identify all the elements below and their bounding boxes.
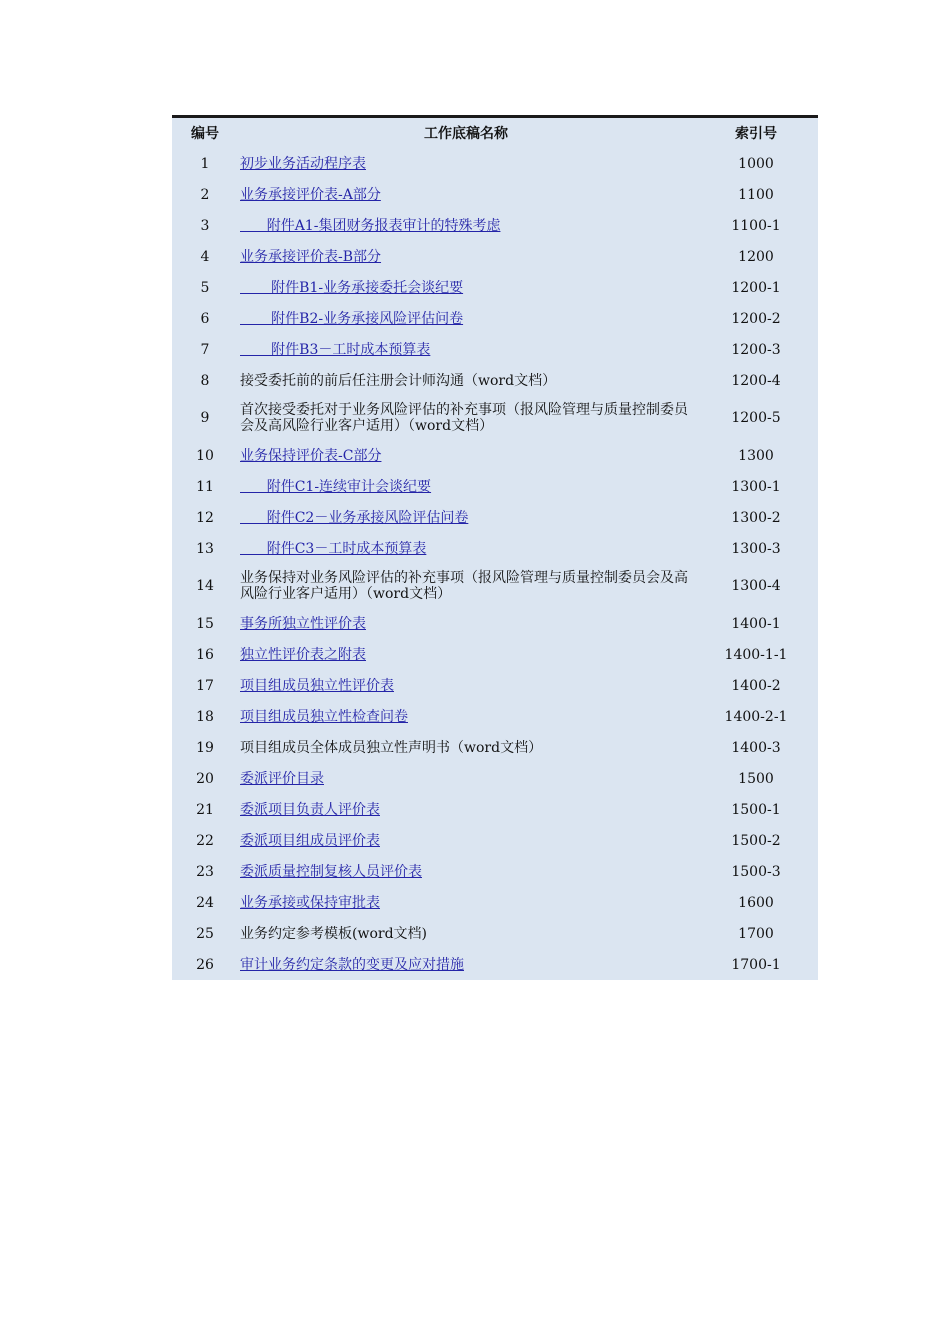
table-row	[172, 272, 818, 303]
row-number: 2	[200, 186, 210, 203]
row-number: 19	[196, 739, 214, 756]
workpaper-link[interactable]: 委派项目负责人评价表	[240, 801, 380, 818]
table-row	[172, 918, 818, 949]
index-number: 1300-2	[731, 509, 781, 526]
index-number: 1200-4	[731, 372, 781, 389]
row-number: 10	[196, 447, 214, 464]
table-row	[172, 471, 818, 502]
table-row	[172, 670, 818, 701]
table-row	[172, 533, 818, 564]
table-row	[172, 241, 818, 272]
workpaper-link[interactable]: 初步业务活动程序表	[240, 155, 366, 172]
workpaper-link[interactable]: 业务承接或保持审批表	[240, 894, 380, 911]
table-row	[172, 732, 818, 763]
column-header-name: 工作底稿名称	[424, 126, 508, 142]
row-number: 7	[200, 341, 210, 358]
table-row	[172, 949, 818, 980]
index-number: 1200-1	[731, 279, 781, 296]
row-number: 20	[196, 770, 214, 787]
index-number: 1200-5	[731, 410, 781, 426]
index-number: 1500-2	[731, 832, 781, 849]
workpaper-link[interactable]: 委派质量控制复核人员评价表	[240, 863, 422, 880]
row-number: 8	[200, 372, 210, 389]
row-number: 13	[196, 540, 214, 557]
index-number: 1600	[738, 894, 774, 911]
row-number: 22	[196, 832, 214, 849]
workpaper-link[interactable]: 附件C3－工时成本预算表	[240, 540, 427, 557]
index-number: 1300-4	[731, 578, 781, 594]
row-number: 21	[196, 801, 214, 818]
index-number: 1400-2	[731, 677, 781, 694]
workpaper-link[interactable]: 委派评价目录	[240, 770, 324, 787]
workpaper-index-table	[172, 115, 818, 980]
workpaper-link[interactable]: 附件C2－业务承接风险评估问卷	[240, 509, 469, 526]
workpaper-link[interactable]: 项目组成员独立性评价表	[240, 677, 394, 694]
index-number: 1300-3	[731, 540, 781, 557]
index-number: 1400-3	[731, 739, 781, 756]
index-number: 1300-1	[731, 478, 781, 495]
workpaper-link[interactable]: 业务承接评价表-A部分	[240, 186, 381, 203]
table-row	[172, 502, 818, 533]
table-row	[172, 440, 818, 471]
table-row	[172, 148, 818, 179]
row-number: 15	[196, 615, 214, 632]
table-header-row	[172, 118, 818, 148]
row-number: 25	[196, 925, 214, 942]
index-number: 1200-3	[731, 341, 781, 358]
row-number: 26	[196, 956, 214, 973]
row-number: 3	[200, 217, 210, 234]
workpaper-link[interactable]: 附件A1-集团财务报表审计的特殊考虑	[240, 217, 501, 234]
workpaper-link[interactable]: 审计业务约定条款的变更及应对措施	[240, 956, 464, 973]
index-number: 1000	[738, 155, 774, 172]
row-number: 11	[196, 478, 214, 495]
table-row	[172, 396, 818, 440]
workpaper-link[interactable]: 附件B1-业务承接委托会谈纪要	[240, 279, 464, 296]
row-number: 18	[196, 708, 214, 725]
index-number: 1400-1-1	[724, 646, 788, 663]
workpaper-link[interactable]: 附件B3－工时成本预算表	[240, 341, 431, 358]
workpaper-link[interactable]: 附件C1-连续审计会谈纪要	[240, 478, 432, 495]
row-number: 12	[196, 509, 214, 526]
workpaper-link[interactable]: 项目组成员独立性检查问卷	[240, 708, 408, 725]
table-row	[172, 210, 818, 241]
index-number: 1100-1	[731, 217, 781, 234]
row-number: 23	[196, 863, 214, 880]
workpaper-link[interactable]: 附件B2-业务承接风险评估问卷	[240, 310, 464, 327]
table-row	[172, 825, 818, 856]
row-number: 24	[196, 894, 214, 911]
workpaper-link[interactable]: 事务所独立性评价表	[240, 615, 366, 632]
index-number: 1700-1	[731, 956, 781, 973]
row-number: 6	[200, 310, 210, 327]
row-number: 1	[200, 155, 210, 172]
row-number: 16	[196, 646, 214, 663]
workpaper-link[interactable]: 业务保持评价表-C部分	[240, 447, 382, 464]
table-row	[172, 887, 818, 918]
table-row	[172, 763, 818, 794]
index-number: 1300	[738, 447, 774, 464]
index-number: 1500-1	[731, 801, 781, 818]
index-number: 1100	[738, 186, 774, 203]
table-row	[172, 564, 818, 608]
workpaper-name: 项目组成员全体成员独立性声明书（word文档）	[240, 739, 543, 756]
column-header-index: 索引号	[735, 126, 777, 142]
table-row	[172, 303, 818, 334]
row-number: 4	[200, 248, 210, 265]
workpaper-link[interactable]: 独立性评价表之附表	[240, 646, 366, 663]
table-row	[172, 794, 818, 825]
workpaper-name: 首次接受委托对于业务风险评估的补充事项（报风险管理与质量控制委员会及高风险行业客户适用）（word文档）	[240, 402, 688, 434]
row-number: 5	[200, 279, 210, 296]
index-number: 1500-3	[731, 863, 781, 880]
index-number: 1400-2-1	[724, 708, 788, 725]
index-number: 1400-1	[731, 615, 781, 632]
table-row	[172, 639, 818, 670]
table-row	[172, 334, 818, 365]
column-header-number: 编号	[191, 126, 219, 142]
table-row	[172, 365, 818, 396]
index-number: 1700	[738, 925, 774, 942]
workpaper-link[interactable]: 委派项目组成员评价表	[240, 832, 380, 849]
workpaper-name: 业务约定参考模板(word文档)	[240, 925, 427, 942]
index-number: 1200-2	[731, 310, 781, 327]
index-number: 1200	[738, 248, 774, 265]
row-number: 14	[196, 578, 214, 594]
index-number: 1500	[738, 770, 774, 787]
workpaper-name: 接受委托前的前后任注册会计师沟通（word文档）	[240, 372, 557, 389]
row-number: 9	[200, 410, 210, 426]
workpaper-name: 业务保持对业务风险评估的补充事项（报风险管理与质量控制委员会及高风险行业客户适用）（word文档）	[240, 570, 688, 602]
row-number: 17	[196, 677, 214, 694]
table-row	[172, 179, 818, 210]
table-row	[172, 608, 818, 639]
table-row	[172, 856, 818, 887]
table-row	[172, 701, 818, 732]
workpaper-link[interactable]: 业务承接评价表-B部分	[240, 248, 382, 265]
